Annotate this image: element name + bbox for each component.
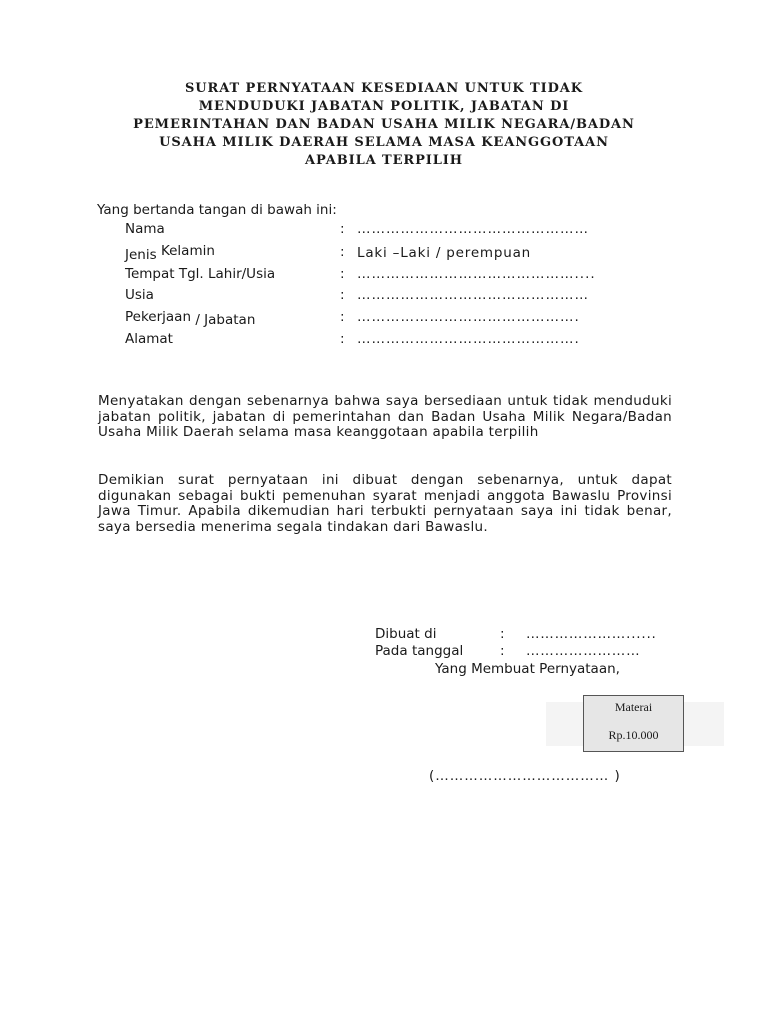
- field-label-sub: / Jabatan: [195, 312, 256, 328]
- field-label: [125, 309, 256, 328]
- field-label: Nama: [125, 221, 165, 237]
- place-value: …………………......: [526, 626, 657, 642]
- field-colon: :: [340, 221, 345, 237]
- title-line: SURAT PERNYATAAN KESEDIAAN UNTUK TIDAK: [185, 81, 583, 96]
- materai-stamp: [583, 695, 684, 752]
- place-label: Dibuat di: [375, 626, 437, 642]
- field-value: ………………………………………....: [357, 266, 596, 282]
- title-line: MENDUDUKI JABATAN POLITIK, JABATAN DI: [198, 99, 570, 114]
- field-label: [125, 243, 215, 263]
- field-label-main: Jenis: [125, 247, 157, 263]
- field-colon: :: [340, 331, 345, 347]
- field-colon: :: [340, 266, 345, 282]
- field-label: Alamat: [125, 331, 173, 347]
- field-label: Usia: [125, 287, 154, 303]
- closing-text: Yang Membuat Pernyataan,: [435, 661, 620, 677]
- title-line: PEMERINTAHAN DAN BADAN USAHA MILIK NEGARA/BADAN: [133, 117, 635, 132]
- date-label: Pada tanggal: [375, 643, 464, 659]
- intro-text: Yang bertanda tangan di bawah ini:: [97, 202, 337, 218]
- date-colon: :: [500, 643, 505, 659]
- title-line: APABILA TERPILIH: [305, 153, 463, 168]
- field-value: Laki –Laki / perempuan: [357, 245, 532, 261]
- field-label-main: Pekerjaan: [125, 309, 192, 325]
- stamp-value: Rp.10.000: [608, 728, 659, 742]
- field-value: …………………………………………: [357, 287, 589, 303]
- field-colon: :: [340, 287, 345, 303]
- field-colon: :: [340, 309, 345, 325]
- document-title: [90, 80, 678, 170]
- stamp-label: Materai: [614, 700, 653, 714]
- date-value: ……………………: [526, 643, 641, 659]
- field-label: Tempat Tgl. Lahir/Usia: [125, 266, 276, 282]
- field-value: ……………………………………….: [357, 331, 580, 347]
- field-label-sub: Kelamin: [160, 243, 215, 259]
- field-value: …………………………………………: [357, 221, 589, 237]
- place-colon: :: [500, 626, 505, 642]
- signer-name-line: (……………………………… ): [429, 768, 621, 784]
- field-value: ……………………………………….: [357, 309, 580, 325]
- statement-paragraph: Menyatakan dengan sebenarnya bahwa saya bersediaan untuk tidak menduduki jabatan politik, jabatan di pemerintahan dan Badan Usaha Milik Negara/Badan Usaha Milik Daerah selama masa keanggotaan apabila terpilih: [98, 393, 672, 440]
- title-line: USAHA MILIK DAERAH SELAMA MASA KEANGGOTAAN: [159, 135, 609, 150]
- closing-paragraph: Demikian surat pernyataan ini dibuat dengan sebenarnya, untuk dapat digunakan sebagai bukti pemenuhan syarat menjadi anggota Bawaslu Provinsi Jawa Timur. Apabila dikemudian hari terbukti pernyataan saya ini tidak benar, saya bersedia menerima segala tindakan dari Bawaslu.: [98, 472, 672, 535]
- field-colon: :: [340, 244, 345, 260]
